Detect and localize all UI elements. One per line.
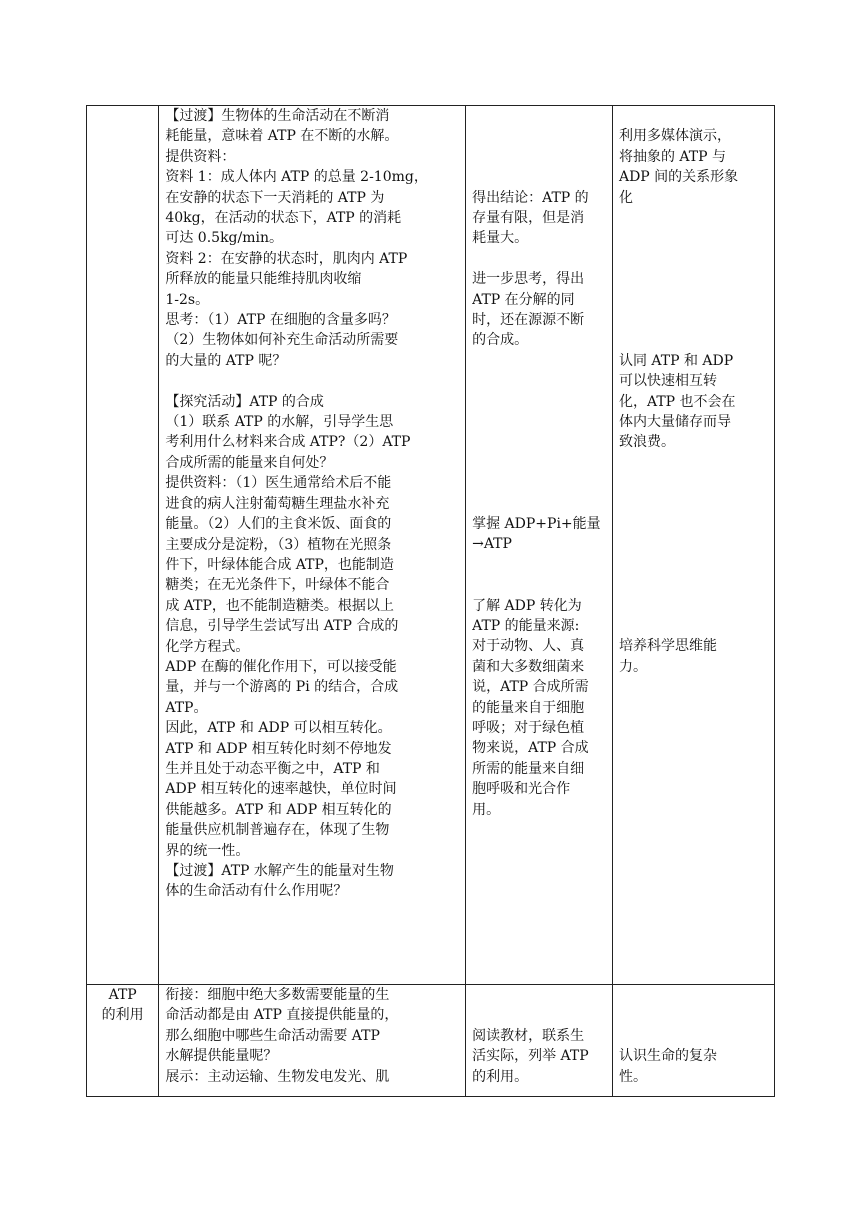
blank-line <box>472 126 606 146</box>
student-activity-cell <box>466 985 613 1097</box>
text-line: 因此，ATP 和 ADP 可以相互转化。 <box>165 720 392 737</box>
lesson-plan-table <box>86 105 775 1097</box>
blank-line <box>619 453 768 473</box>
text-line: 合成所需的能量来自何处？ <box>165 454 334 471</box>
text-line: ATP 和 ADP 相互转化时刻不停地发 <box>165 740 392 757</box>
blank-line <box>472 453 606 473</box>
text-line: （1）联系 ATP 的水解，引导学生思 <box>165 414 394 431</box>
text-line: 的利用 <box>101 1007 144 1024</box>
text-line: 对于动物、人、真 <box>472 638 585 655</box>
blank-line <box>619 555 768 575</box>
text-line: 生并且处于动态平衡之中，ATP 和 <box>165 760 380 777</box>
text-line: 能量供应机制普遍存在，体现了生物 <box>165 822 390 839</box>
text-line: 件下，叶绿体能合成 ATP，也能制造 <box>165 556 394 573</box>
blank-line <box>472 249 606 269</box>
text-line: 耗能量，意味着 ATP 在不断的水解。 <box>165 128 399 145</box>
blank-line <box>619 514 768 534</box>
text-line: 体内大量储存而导 <box>618 413 731 430</box>
text-line: 进一步思考，得出 <box>472 271 585 288</box>
text-line: 耗量大。 <box>472 230 529 247</box>
text-line: 信息，引导学生尝试写出 ATP 合成的 <box>165 618 399 635</box>
blank-line <box>619 310 768 330</box>
blank-line <box>619 985 768 1005</box>
text-line: ATP。 <box>165 699 208 716</box>
text-line: 成 ATP，也不能制造糖类。根据以上 <box>165 597 394 614</box>
text-line: 的利用。 <box>472 1068 529 1085</box>
text-line: 主要成分是淀粉，（3）植物在光照条 <box>165 536 392 553</box>
text-line: 阅读教材，联系生 <box>472 1027 585 1044</box>
blank-line <box>472 392 606 412</box>
blank-line <box>472 351 606 371</box>
text-line: 时，还在源源不断 <box>472 311 585 328</box>
text-line: 存量有限，但是消 <box>472 209 585 226</box>
text-line: 将抽象的 ATP 与 <box>618 148 726 165</box>
text-line: ADP 在酶的催化作用下，可以接受能 <box>165 658 397 675</box>
text-line: 可达 0.5kg/min。 <box>165 230 284 247</box>
text-line: 资料 2：在安静的状态时，肌肉内 ATP <box>165 250 408 267</box>
text-line: 所需的能量来自细 <box>472 760 585 777</box>
blank-line <box>619 106 768 126</box>
text-line: 提供资料： <box>165 148 236 165</box>
text-line: 【过渡】ATP 水解产生的能量对生物 <box>165 863 394 880</box>
text-line: 认同 ATP 和 ADP <box>618 352 734 369</box>
blank-line <box>619 208 768 228</box>
blank-line <box>472 1005 606 1025</box>
text-line: 致浪费。 <box>618 434 675 451</box>
blank-line <box>619 1005 768 1025</box>
text-line: 在安静的状态下一天消耗的 ATP 为 <box>165 189 385 206</box>
text-line: 说，ATP 合成所需 <box>472 679 589 696</box>
text-line: 量，并与一个游离的 Pi 的结合，合成 <box>165 679 399 696</box>
text-line: 的大量的 ATP 呢？ <box>165 352 287 369</box>
text-line: 认识生命的复杂 <box>618 1048 717 1065</box>
teacher-activity-cell <box>159 985 466 1097</box>
blank-line <box>165 371 459 391</box>
text-line: 体的生命活动有什么作用呢？ <box>165 883 348 900</box>
blank-line <box>472 985 606 1005</box>
blank-line <box>619 330 768 350</box>
design-intent-cell <box>612 106 774 985</box>
blank-line <box>619 228 768 248</box>
text-line: 掌握 ADP+Pi+能量 <box>472 515 601 532</box>
text-line: 糖类；在无光条件下，叶绿体不能合 <box>165 577 390 594</box>
text-line: 用。 <box>472 801 501 818</box>
text-line: 思考：（1）ATP 在细胞的含量多吗？ <box>165 312 396 329</box>
text-line: 的合成。 <box>472 332 529 349</box>
text-line: 可以快速相互转 <box>618 373 717 390</box>
blank-line <box>619 473 768 493</box>
text-line: 利用多媒体演示， <box>618 128 731 145</box>
text-line: 了解 ADP 转化为 <box>472 597 582 614</box>
blank-line <box>472 473 606 493</box>
text-line: 性。 <box>618 1068 647 1085</box>
text-line: 资料 1：成人体内 ATP 的总量 2-10mg， <box>165 169 428 186</box>
table-row <box>87 985 775 1097</box>
blank-line <box>472 167 606 187</box>
text-line: ATP 的能量来源: <box>472 617 580 634</box>
stage-cell <box>87 985 159 1097</box>
blank-line <box>619 269 768 289</box>
text-line: 那么细胞中哪些生命活动需要 ATP <box>165 1027 380 1044</box>
text-line: 1-2s。 <box>165 291 210 308</box>
blank-line <box>619 494 768 514</box>
design-intent-cell <box>612 985 774 1097</box>
text-line: ADP 相互转化的速率越快，单位时间 <box>165 781 397 798</box>
text-line: 提供资料：（1）医生通常给术后不能 <box>165 475 392 492</box>
blank-line <box>472 147 606 167</box>
text-line: 40kg，在活动的状态下，ATP 的消耗 <box>165 210 402 227</box>
text-line: ADP 间的关系形象 <box>618 169 739 186</box>
text-line: 展示：主动运输、生物发电发光、肌 <box>165 1068 390 1085</box>
blank-line <box>472 555 606 575</box>
text-line: 界的统一性。 <box>165 842 250 859</box>
text-line: 呼吸；对于绿色植 <box>472 719 585 736</box>
text-line: 考利用什么材料来合成 ATP?（2）ATP <box>165 434 411 451</box>
blank-line <box>472 371 606 391</box>
text-line: 得出结论：ATP 的 <box>472 189 589 206</box>
text-line: 活实际，列举 ATP <box>472 1048 589 1065</box>
text-line: →ATP <box>472 536 512 553</box>
blank-line <box>619 1026 768 1046</box>
text-line: 能量。（2）人们的主食米饭、面食的 <box>165 516 392 533</box>
text-line: 化，ATP 也不会在 <box>618 393 736 410</box>
blank-line <box>472 412 606 432</box>
blank-line <box>619 290 768 310</box>
text-line: 力。 <box>618 658 647 675</box>
blank-line <box>472 575 606 595</box>
text-line: 化学方程式。 <box>165 638 250 655</box>
blank-line <box>619 249 768 269</box>
blank-line <box>619 575 768 595</box>
stage-cell <box>87 106 159 985</box>
blank-line <box>619 534 768 554</box>
text-line: 所释放的能量只能维持肌肉收缩 <box>165 271 362 288</box>
text-line: （2）生物体如何补充生命活动所需要 <box>165 332 399 349</box>
text-line: 化 <box>618 189 633 206</box>
text-line: 供能越多。ATP 和 ADP 相互转化的 <box>165 801 392 818</box>
text-line: 菌和大多数细菌来 <box>472 658 585 675</box>
text-line: 物来说，ATP 合成 <box>472 740 589 757</box>
blank-line <box>619 596 768 616</box>
blank-line <box>472 432 606 452</box>
text-line: 培养科学思维能 <box>618 638 717 655</box>
text-line: 【探究活动】ATP 的合成 <box>165 393 324 410</box>
text-line: 水解提供能量呢？ <box>165 1048 278 1065</box>
table-row <box>87 106 775 985</box>
text-line: 命活动都是由 ATP 直接提供能量的， <box>165 1007 399 1024</box>
text-line: 的能量来自于细胞 <box>472 699 585 716</box>
blank-line <box>619 616 768 636</box>
student-activity-cell <box>466 106 613 985</box>
text-line: 衔接：细胞中绝大多数需要能量的生 <box>165 987 390 1003</box>
teacher-activity-cell <box>159 106 466 985</box>
text-line: 【过渡】生物体的生命活动在不断消 <box>165 108 390 124</box>
text-line: 进食的病人注射葡萄糖生理盐水补充 <box>165 495 390 512</box>
blank-line <box>472 106 606 126</box>
text-line: 胞呼吸和光合作 <box>472 781 571 798</box>
text-line: ATP <box>108 987 137 1003</box>
blank-line <box>472 494 606 514</box>
text-line: ATP 在分解的同 <box>472 291 575 308</box>
